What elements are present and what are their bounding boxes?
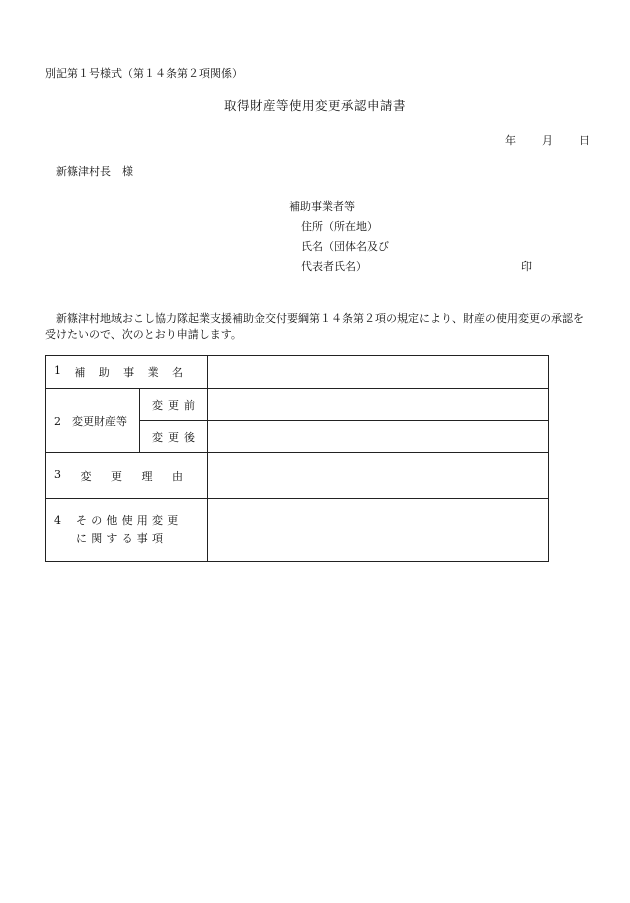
document-title: 取得財産等使用変更承認申請書 xyxy=(223,98,406,113)
applicant-block xyxy=(289,197,532,277)
date-line xyxy=(505,135,590,146)
change-reason-label: 3 変 更 理 由 xyxy=(46,453,208,499)
applicant-representative-row xyxy=(289,257,532,277)
before-change-value[interactable] xyxy=(208,389,549,421)
applicant-name: 氏名（団体名及び xyxy=(301,240,389,253)
addressee: 新篠津村長 様 xyxy=(56,165,133,178)
project-name-value[interactable] xyxy=(208,356,549,389)
project-name-label: 1 補 助 事 業 名 xyxy=(46,356,208,389)
date-month: 月 xyxy=(542,134,553,147)
application-table xyxy=(45,355,549,562)
date-year: 年 xyxy=(505,134,516,147)
applicant-representative: 代表者氏名） xyxy=(301,260,367,273)
changed-property-label: 2 変更財産等 xyxy=(46,389,140,453)
table-row xyxy=(46,499,549,562)
table-row xyxy=(46,356,549,389)
other-matters-value[interactable] xyxy=(208,499,549,562)
change-reason-value[interactable] xyxy=(208,453,549,499)
applicant-address: 住所（所在地） xyxy=(301,220,378,233)
table-row xyxy=(46,389,549,421)
after-change-value[interactable] xyxy=(208,421,549,453)
date-day: 日 xyxy=(579,134,590,147)
seal-mark: 印 xyxy=(521,260,532,273)
before-change-label: 変更前 xyxy=(140,389,208,421)
table-row xyxy=(46,453,549,499)
other-matters-label: 4 その他使用変更 に関する事項 xyxy=(46,499,208,562)
body-paragraph: 新篠津村地域おこし協力隊起業支援補助金交付要綱第１４条第２項の規定により、財産の使用変更の承認を受けたいので、次のとおり申請します。 xyxy=(45,312,584,341)
after-change-label: 変更後 xyxy=(140,421,208,453)
applicant-heading: 補助事業者等 xyxy=(289,200,355,213)
form-reference: 別記第１号様式（第１４条第２項関係） xyxy=(45,67,243,80)
